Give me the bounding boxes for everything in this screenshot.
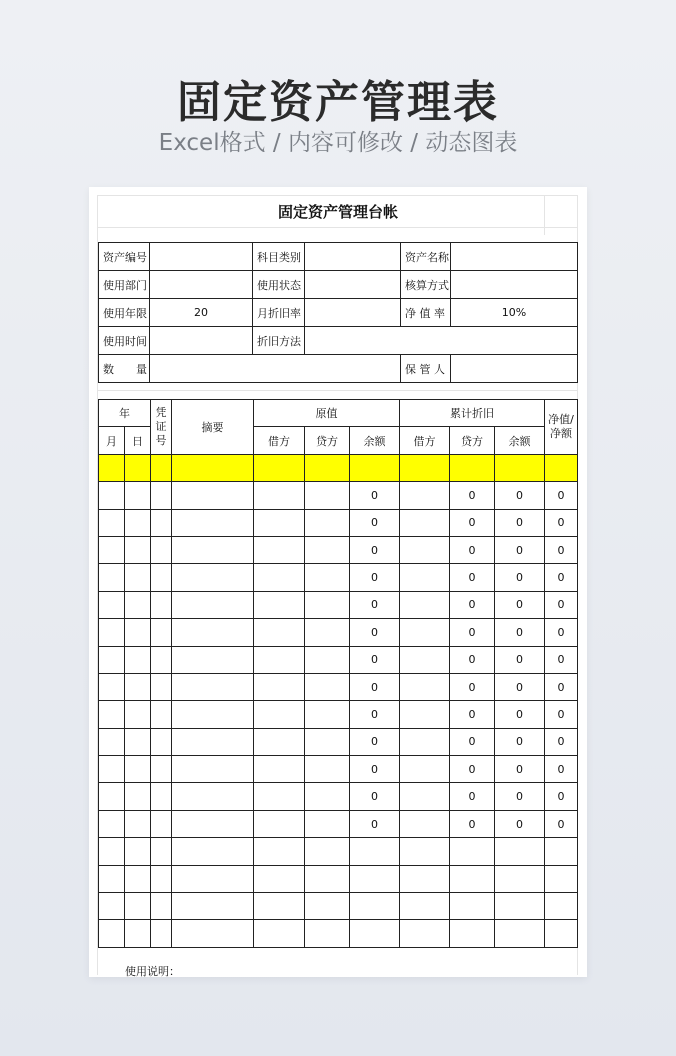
spreadsheet-sheet — [89, 187, 587, 977]
table-cell[interactable] — [99, 591, 125, 618]
keeper-label: 保 管 人 — [401, 355, 451, 383]
table-row — [99, 619, 578, 646]
table-cell[interactable] — [172, 564, 254, 591]
use-time-label: 使用时间 — [99, 327, 150, 355]
table-cell[interactable] — [125, 482, 151, 509]
table-cell[interactable]: 0 — [545, 728, 578, 755]
accum-header: 累计折旧 — [400, 400, 545, 427]
table-cell[interactable] — [125, 893, 151, 920]
table-cell[interactable] — [151, 564, 172, 591]
table-cell[interactable]: 0 — [495, 673, 545, 700]
hero-title: 固定资产管理表 — [177, 77, 499, 128]
table-cell[interactable] — [151, 482, 172, 509]
table-cell[interactable] — [172, 838, 254, 865]
table-cell[interactable] — [125, 646, 151, 673]
table-cell[interactable] — [172, 783, 254, 810]
table-cell[interactable] — [305, 646, 350, 673]
table-cell[interactable] — [125, 454, 151, 481]
table-cell[interactable] — [400, 893, 450, 920]
qty-cell[interactable] — [150, 355, 401, 383]
table-cell[interactable] — [254, 536, 305, 563]
table-cell[interactable] — [350, 865, 400, 892]
summary-header: 摘要 — [172, 400, 254, 455]
voucher-header: 凭 证 号 — [151, 400, 172, 455]
table-cell[interactable] — [400, 454, 450, 481]
table-cell[interactable] — [99, 536, 125, 563]
accum-debit-header: 借方 — [400, 427, 450, 454]
net-rate-value[interactable]: 10% — [451, 299, 578, 327]
status-label: 使用状态 — [253, 271, 305, 299]
table-row — [99, 673, 578, 700]
table-cell[interactable]: 0 — [545, 482, 578, 509]
table-cell[interactable] — [151, 509, 172, 536]
table-row — [99, 482, 578, 509]
table-cell[interactable] — [305, 482, 350, 509]
table-cell[interactable] — [151, 865, 172, 892]
table-cell[interactable]: 0 — [545, 673, 578, 700]
table-cell[interactable] — [151, 728, 172, 755]
table-cell[interactable] — [254, 591, 305, 618]
table-cell[interactable]: 0 — [545, 756, 578, 783]
table-cell[interactable] — [125, 509, 151, 536]
table-cell[interactable] — [99, 810, 125, 837]
table-cell[interactable] — [305, 838, 350, 865]
table-cell[interactable] — [305, 564, 350, 591]
table-cell[interactable] — [99, 838, 125, 865]
table-cell[interactable] — [125, 838, 151, 865]
table-cell[interactable] — [172, 536, 254, 563]
table-cell[interactable] — [99, 646, 125, 673]
highlight-row — [99, 454, 578, 481]
original-header: 原值 — [254, 400, 400, 427]
table-row — [99, 920, 578, 947]
table-cell[interactable] — [99, 865, 125, 892]
table-cell[interactable] — [545, 865, 578, 892]
table-cell[interactable] — [305, 673, 350, 700]
table-cell[interactable] — [172, 810, 254, 837]
table-cell[interactable] — [400, 783, 450, 810]
table-cell[interactable] — [495, 865, 545, 892]
table-cell[interactable]: 0 — [545, 810, 578, 837]
table-cell[interactable]: 0 — [545, 591, 578, 618]
table-cell[interactable] — [151, 619, 172, 646]
table-cell[interactable] — [151, 673, 172, 700]
table-cell[interactable] — [400, 482, 450, 509]
keeper-cell[interactable] — [451, 355, 578, 383]
table-cell[interactable]: 0 — [495, 810, 545, 837]
table-cell[interactable]: 0 — [450, 536, 495, 563]
dept-cell[interactable] — [150, 271, 253, 299]
table-cell[interactable] — [151, 838, 172, 865]
table-cell[interactable] — [172, 646, 254, 673]
table-cell[interactable] — [99, 619, 125, 646]
table-cell[interactable] — [495, 838, 545, 865]
table-cell[interactable] — [172, 619, 254, 646]
table-cell[interactable] — [495, 920, 545, 947]
table-cell[interactable] — [125, 536, 151, 563]
table-cell[interactable] — [450, 893, 495, 920]
table-cell[interactable] — [99, 920, 125, 947]
table-cell[interactable] — [400, 838, 450, 865]
table-cell[interactable]: 0 — [350, 756, 400, 783]
table-cell[interactable]: 0 — [545, 619, 578, 646]
table-cell[interactable] — [350, 454, 400, 481]
table-cell[interactable]: 0 — [495, 509, 545, 536]
table-cell[interactable] — [400, 756, 450, 783]
net-header: 净值/ 净额 — [545, 400, 578, 455]
table-cell[interactable] — [125, 728, 151, 755]
table-cell[interactable] — [495, 454, 545, 481]
table-cell[interactable] — [254, 564, 305, 591]
table-cell[interactable] — [125, 673, 151, 700]
table-cell[interactable] — [151, 756, 172, 783]
asset-name-cell[interactable] — [451, 243, 578, 271]
table-cell[interactable]: 0 — [495, 646, 545, 673]
table-cell[interactable] — [305, 509, 350, 536]
table-cell[interactable] — [350, 838, 400, 865]
table-cell[interactable] — [172, 454, 254, 481]
usage-note: 使用说明： — [125, 965, 180, 977]
asset-no-cell[interactable] — [150, 243, 253, 271]
table-cell[interactable]: 0 — [350, 482, 400, 509]
table-cell[interactable]: 0 — [450, 646, 495, 673]
table-cell[interactable] — [400, 646, 450, 673]
sheet-title: 固定资产管理台帐 — [277, 203, 398, 221]
orig-balance-header: 余额 — [350, 427, 400, 454]
table-cell[interactable] — [350, 920, 400, 947]
table-cell[interactable] — [125, 810, 151, 837]
table-cell[interactable] — [400, 865, 450, 892]
table-cell[interactable] — [254, 619, 305, 646]
use-time-cell[interactable] — [150, 327, 253, 355]
table-cell[interactable] — [305, 619, 350, 646]
asset-name-label: 资产名称 — [401, 243, 451, 271]
table-cell[interactable] — [400, 673, 450, 700]
table-cell[interactable] — [99, 701, 125, 728]
table-cell[interactable] — [99, 454, 125, 481]
table-cell[interactable] — [151, 591, 172, 618]
table-cell[interactable]: 0 — [350, 564, 400, 591]
table-cell[interactable]: 0 — [350, 783, 400, 810]
asset-no-label: 资产编号 — [99, 243, 150, 271]
table-cell[interactable] — [172, 482, 254, 509]
method-cell[interactable] — [305, 327, 578, 355]
table-cell[interactable] — [172, 673, 254, 700]
table-cell[interactable]: 0 — [495, 728, 545, 755]
table-cell[interactable]: 0 — [545, 646, 578, 673]
table-cell[interactable]: 0 — [545, 701, 578, 728]
table-cell[interactable] — [125, 865, 151, 892]
table-cell[interactable] — [99, 482, 125, 509]
table-cell[interactable] — [400, 509, 450, 536]
table-cell[interactable] — [151, 646, 172, 673]
table-row — [99, 701, 578, 728]
table-cell[interactable] — [400, 920, 450, 947]
table-cell[interactable]: 0 — [545, 509, 578, 536]
table-cell[interactable] — [545, 920, 578, 947]
table-cell[interactable] — [400, 810, 450, 837]
table-cell[interactable]: 0 — [350, 646, 400, 673]
table-cell[interactable] — [450, 454, 495, 481]
table-row — [99, 564, 578, 591]
accounting-cell[interactable] — [451, 271, 578, 299]
subject-label: 科目类别 — [253, 243, 305, 271]
table-cell[interactable] — [151, 920, 172, 947]
table-cell[interactable] — [254, 756, 305, 783]
table-cell[interactable]: 0 — [450, 591, 495, 618]
table-cell[interactable]: 0 — [495, 783, 545, 810]
table-row — [99, 646, 578, 673]
table-cell[interactable]: 0 — [350, 591, 400, 618]
table-cell[interactable]: 0 — [350, 536, 400, 563]
table-cell[interactable]: 0 — [450, 783, 495, 810]
orig-debit-header: 借方 — [254, 427, 305, 454]
table-cell[interactable] — [172, 865, 254, 892]
table-cell[interactable] — [125, 591, 151, 618]
table-cell[interactable] — [305, 454, 350, 481]
table-row — [99, 728, 578, 755]
accum-credit-header: 贷方 — [450, 427, 495, 454]
ledger-body — [99, 454, 578, 947]
table-cell[interactable] — [305, 865, 350, 892]
table-cell[interactable] — [99, 783, 125, 810]
table-cell[interactable] — [450, 920, 495, 947]
table-cell[interactable]: 0 — [350, 673, 400, 700]
table-cell[interactable] — [545, 454, 578, 481]
table-cell[interactable] — [172, 728, 254, 755]
table-cell[interactable] — [172, 509, 254, 536]
table-cell[interactable] — [99, 509, 125, 536]
table-cell[interactable] — [125, 920, 151, 947]
table-cell[interactable] — [350, 893, 400, 920]
table-cell[interactable]: 0 — [450, 482, 495, 509]
table-cell[interactable] — [151, 893, 172, 920]
table-cell[interactable]: 0 — [495, 701, 545, 728]
table-cell[interactable] — [99, 893, 125, 920]
orig-credit-header: 贷方 — [305, 427, 350, 454]
table-cell[interactable]: 0 — [495, 591, 545, 618]
table-cell[interactable] — [545, 838, 578, 865]
table-cell[interactable] — [305, 756, 350, 783]
years-value[interactable]: 20 — [150, 299, 253, 327]
table-cell[interactable] — [125, 756, 151, 783]
monthly-rate-cell[interactable] — [305, 299, 401, 327]
table-cell[interactable]: 0 — [350, 619, 400, 646]
table-row — [99, 509, 578, 536]
table-cell[interactable] — [450, 865, 495, 892]
table-cell[interactable] — [400, 536, 450, 563]
ledger-table — [98, 399, 578, 948]
table-cell[interactable] — [125, 783, 151, 810]
table-cell[interactable] — [305, 728, 350, 755]
dept-label: 使用部门 — [99, 271, 150, 299]
table-cell[interactable] — [254, 810, 305, 837]
method-label: 折旧方法 — [253, 327, 305, 355]
table-cell[interactable]: 0 — [450, 728, 495, 755]
table-cell[interactable] — [254, 783, 305, 810]
table-row — [99, 838, 578, 865]
table-row — [99, 591, 578, 618]
table-cell[interactable]: 0 — [350, 728, 400, 755]
table-row — [99, 783, 578, 810]
table-row — [99, 810, 578, 837]
table-cell[interactable] — [450, 838, 495, 865]
monthly-rate-label: 月折旧率 — [253, 299, 305, 327]
subject-cell[interactable] — [305, 243, 401, 271]
table-cell[interactable] — [305, 893, 350, 920]
table-cell[interactable] — [254, 920, 305, 947]
years-label: 使用年限 — [99, 299, 150, 327]
table-cell[interactable]: 0 — [450, 701, 495, 728]
table-cell[interactable] — [151, 810, 172, 837]
table-cell[interactable] — [99, 728, 125, 755]
table-cell[interactable] — [254, 454, 305, 481]
table-cell[interactable]: 0 — [350, 810, 400, 837]
year-header: 年 — [99, 400, 151, 427]
table-row — [99, 536, 578, 563]
net-rate-label: 净 值 率 — [401, 299, 451, 327]
table-cell[interactable]: 0 — [350, 701, 400, 728]
table-cell[interactable] — [254, 701, 305, 728]
table-cell[interactable] — [254, 646, 305, 673]
table-cell[interactable] — [125, 619, 151, 646]
table-cell[interactable] — [305, 783, 350, 810]
hero-subtitle: Excel格式 / 内容可修改 / 动态图表 — [158, 130, 518, 156]
accounting-label: 核算方式 — [401, 271, 451, 299]
table-cell[interactable] — [254, 482, 305, 509]
table-cell[interactable] — [151, 701, 172, 728]
table-cell[interactable] — [172, 701, 254, 728]
table-cell[interactable]: 0 — [495, 482, 545, 509]
table-cell[interactable] — [99, 756, 125, 783]
table-cell[interactable] — [305, 536, 350, 563]
table-cell[interactable] — [400, 564, 450, 591]
table-cell[interactable] — [172, 591, 254, 618]
table-row — [99, 756, 578, 783]
table-cell[interactable] — [254, 865, 305, 892]
table-cell[interactable]: 0 — [450, 509, 495, 536]
table-cell[interactable] — [545, 893, 578, 920]
table-cell[interactable] — [400, 619, 450, 646]
table-cell[interactable] — [254, 838, 305, 865]
table-cell[interactable] — [125, 701, 151, 728]
table-cell[interactable] — [151, 536, 172, 563]
table-cell[interactable]: 0 — [450, 756, 495, 783]
table-cell[interactable] — [254, 893, 305, 920]
table-cell[interactable]: 0 — [350, 509, 400, 536]
table-cell[interactable] — [125, 564, 151, 591]
table-cell[interactable]: 0 — [545, 564, 578, 591]
table-cell[interactable]: 0 — [545, 536, 578, 563]
table-cell[interactable] — [172, 756, 254, 783]
table-cell[interactable] — [254, 673, 305, 700]
accum-balance-header: 余额 — [495, 427, 545, 454]
status-cell[interactable] — [305, 271, 401, 299]
table-row — [99, 865, 578, 892]
table-cell[interactable]: 0 — [495, 564, 545, 591]
table-cell[interactable] — [305, 920, 350, 947]
table-cell[interactable]: 0 — [450, 673, 495, 700]
table-cell[interactable]: 0 — [450, 564, 495, 591]
table-cell[interactable] — [151, 454, 172, 481]
table-cell[interactable] — [495, 893, 545, 920]
table-cell[interactable]: 0 — [495, 619, 545, 646]
table-cell[interactable] — [305, 810, 350, 837]
table-cell[interactable]: 0 — [450, 810, 495, 837]
table-cell[interactable] — [254, 728, 305, 755]
table-row — [99, 893, 578, 920]
table-cell[interactable] — [400, 591, 450, 618]
table-cell[interactable] — [172, 920, 254, 947]
table-cell[interactable] — [305, 701, 350, 728]
table-cell[interactable] — [99, 564, 125, 591]
month-header: 月 — [99, 427, 125, 454]
table-cell[interactable]: 0 — [545, 783, 578, 810]
table-cell[interactable]: 0 — [450, 619, 495, 646]
table-cell[interactable] — [254, 509, 305, 536]
table-cell[interactable] — [400, 728, 450, 755]
table-cell[interactable] — [151, 783, 172, 810]
asset-info-table — [98, 242, 578, 383]
table-cell[interactable] — [400, 701, 450, 728]
table-cell[interactable] — [172, 893, 254, 920]
table-cell[interactable]: 0 — [495, 536, 545, 563]
table-cell[interactable] — [99, 673, 125, 700]
table-cell[interactable] — [305, 591, 350, 618]
day-header: 日 — [125, 427, 151, 454]
table-cell[interactable]: 0 — [495, 756, 545, 783]
qty-label: 数 量 — [99, 355, 150, 383]
